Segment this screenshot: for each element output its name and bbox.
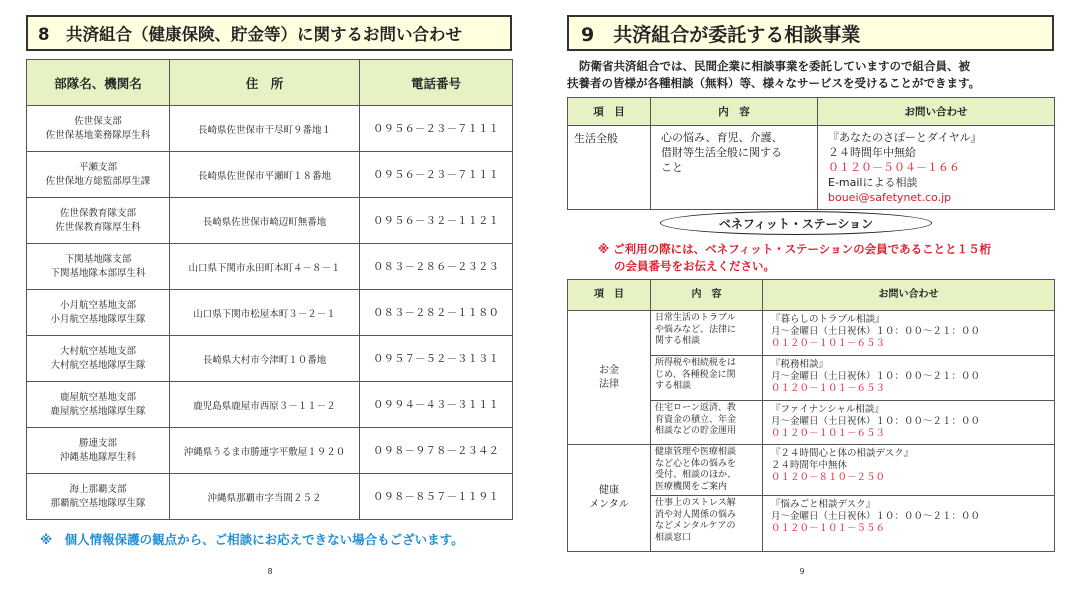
address-cell: 長崎県佐世保市干尽町９番地１ <box>170 106 360 152</box>
table-row <box>27 198 513 244</box>
address-cell: 沖縄県那覇市字当間２５２ <box>170 474 360 520</box>
benefit-consult-table <box>567 279 1055 552</box>
content-cell <box>651 496 763 552</box>
header-phone: 電話番号 <box>360 60 513 106</box>
contact-cell <box>763 311 1055 356</box>
contact-name: 『暮らしのトラブル相談』 <box>771 314 885 325</box>
t1-contact-name: 『あなたのさぽーとダイヤル』 <box>828 131 982 144</box>
t1-contact-email[interactable]: bouei@safetynet.co.jp <box>828 191 952 204</box>
section-8-title: 8 共済組合（健康保険、貯金等）に関するお問い合わせ <box>26 15 512 51</box>
unit-name-cell <box>27 198 170 244</box>
unit-name-cell <box>27 290 170 336</box>
phone-cell: ０９５６－２３－７１１１ <box>360 106 513 152</box>
table-row <box>568 311 1055 356</box>
content-line: 消や対人関係の悩み <box>655 509 737 520</box>
address-cell: 長崎県大村市今津町１０番地 <box>170 336 360 382</box>
table-row <box>27 382 513 428</box>
content-line: などメンタルケアの <box>655 521 736 531</box>
category-line: 法律 <box>599 378 619 390</box>
t1-contact-hours: ２４時間年中無給 <box>828 146 916 159</box>
contact-cell <box>763 401 1055 445</box>
content-line: 仕事上のストレス解 <box>655 498 736 508</box>
content-line: 相談窓口 <box>655 532 692 543</box>
content-line: や悩みなど、法律に <box>655 324 737 335</box>
t1-content-line: こと <box>661 161 683 174</box>
t1-content-line: 借財等生活全般に関する <box>661 146 782 159</box>
address-cell: 長崎県佐世保市平瀬町１８番地 <box>170 152 360 198</box>
unit-name-cell <box>27 152 170 198</box>
contact-phone: ０１２０－８１０－２５０ <box>771 472 886 483</box>
t1-content-line: 心の悩み、育児、介護、 <box>661 131 783 144</box>
content-line: じめ、各種税金に関 <box>655 369 736 380</box>
phone-cell: ０８３－２８６－２３２３ <box>360 244 513 290</box>
address-cell: 山口県下関市松屋本町３－２－１ <box>170 290 360 336</box>
unit-name-line: 下関基地隊本部厚生科 <box>50 267 146 279</box>
intro-text <box>567 58 1057 92</box>
unit-name-line: 大村航空基地支部 <box>59 345 136 357</box>
content-cell <box>651 401 763 445</box>
content-cell <box>651 311 763 356</box>
warning-line-1: ※ ご利用の際には、ベネフィット・ステーションの会員であることと１５桁 <box>598 242 992 256</box>
unit-name-line: 鹿屋航空基地隊厚生隊 <box>50 405 146 417</box>
address-cell: 鹿児島県鹿屋市西原３－１１－２ <box>170 382 360 428</box>
warning-line-2: の会員番号をお伝えください。 <box>614 259 775 273</box>
intro-line-1: 防衛省共済組合では、民間企業に相談事業を委託していますので組合員、被 <box>579 59 970 73</box>
benefit-station-label: ベネフィット・ステーション <box>660 211 932 235</box>
content-cell <box>651 445 763 496</box>
t1-contact <box>818 126 1055 210</box>
category-cell <box>568 311 651 445</box>
content-line: 関する相談 <box>655 336 701 346</box>
content-line: する相談 <box>655 381 692 391</box>
contact-hours: ２４時間年中無休 <box>771 460 848 471</box>
unit-name-line: 平瀬支部 <box>78 161 117 173</box>
phone-cell: ０９８－８５７－１１９１ <box>360 474 513 520</box>
unit-name-line: 鹿屋航空基地支部 <box>59 391 136 403</box>
content-cell <box>651 356 763 401</box>
t1-item: 生活全般 <box>568 126 651 210</box>
unit-name-line: 小月航空基地隊厚生隊 <box>50 313 146 325</box>
phone-cell: ０９５７－５２－３１３１ <box>360 336 513 382</box>
category-line: 健康 <box>599 485 619 496</box>
t1-header-contact: お問い合わせ <box>818 98 1055 126</box>
unit-name-line: 大村航空基地隊厚生隊 <box>50 359 146 371</box>
content-line: 育資金の積立、年金 <box>655 414 737 425</box>
unit-name-cell <box>27 106 170 152</box>
page-number-9: 9 <box>799 567 805 576</box>
contact-name: 『悩みごと相談デスク』 <box>771 499 876 510</box>
page-number-8: 8 <box>267 567 273 576</box>
unit-name-line: 勝連支部 <box>78 437 117 449</box>
phone-cell: ０９５６－３２－１１２１ <box>360 198 513 244</box>
contact-phone: ０１２０－１０１－６５３ <box>771 338 886 349</box>
table-row <box>27 336 513 382</box>
t1-header-item: 項 目 <box>568 98 651 126</box>
t1-header-content: 内 容 <box>651 98 818 126</box>
unit-name-line: 沖縄基地隊厚生科 <box>59 451 136 463</box>
contact-cell <box>763 356 1055 401</box>
contact-name: 『税務相談』 <box>771 359 829 370</box>
content-line: 医療機関をご案内 <box>655 481 728 492</box>
address-cell: 沖縄県うるま市勝連字平敷屋１９２０ <box>170 428 360 474</box>
unit-name-line: 佐世保支部 <box>74 115 122 127</box>
privacy-note: ※ 個人情報保護の観点から、ご相談にお応えできない場合もございます。 <box>40 532 464 547</box>
header-address: 住 所 <box>170 60 360 106</box>
unit-name-line: 小月航空基地支部 <box>59 299 136 311</box>
unit-name-line: 那覇航空基地隊厚生隊 <box>50 497 146 509</box>
contact-phone: ０１２０－１０１－５５６ <box>771 523 886 534</box>
content-line: など心と体の悩みを <box>655 458 737 469</box>
unit-name-line: 海上那覇支部 <box>69 483 127 495</box>
t2-header-item: 項 目 <box>568 280 651 311</box>
unit-name-cell <box>27 244 170 290</box>
content-line: 健康管理や医療相談 <box>655 447 737 457</box>
unit-name-cell <box>27 428 170 474</box>
general-consult-table <box>567 97 1055 210</box>
contact-hours: 月～金曜日（土日祝休）１０：００～２１：００ <box>771 416 981 427</box>
content-line: 受付、相談のほか、 <box>655 470 737 480</box>
category-line: メンタル <box>589 499 629 510</box>
content-line: 住宅ローン返済、教 <box>655 403 736 413</box>
table-row <box>27 152 513 198</box>
t2-header-content: 内 容 <box>651 280 763 311</box>
header-unit: 部隊名、機関名 <box>27 60 170 106</box>
table-row <box>27 474 513 520</box>
content-line: 所得税や相続税をは <box>655 358 737 368</box>
intro-line-2: 扶養者の皆様が各種相談（無料）等、様々なサービスを受けることができます。 <box>567 76 981 90</box>
table-row <box>27 244 513 290</box>
address-cell: 山口県下関市永田町本町４－８－１ <box>170 244 360 290</box>
section-9-title: 9 共済組合が委託する相談事業 <box>567 15 1054 51</box>
contact-phone: ０１２０－１０１－６５３ <box>771 383 886 394</box>
member-warning <box>598 241 1058 275</box>
address-cell: 長崎県佐世保市崎辺町無番地 <box>170 198 360 244</box>
unit-name-line: 佐世保教育隊支部 <box>59 207 136 219</box>
contact-phone: ０１２０－１０１－６５３ <box>771 428 886 439</box>
contact-hours: 月～金曜日（土日祝休）１０：００～２１：００ <box>771 371 981 382</box>
branch-contact-table <box>26 59 513 520</box>
content-line: 相談などの貯金運用 <box>655 426 737 436</box>
t1-contact-phone: ０１２０－５０４－１６６ <box>828 161 960 174</box>
category-line: お金 <box>599 364 619 376</box>
phone-cell: ０８３－２８２－１１８０ <box>360 290 513 336</box>
t1-contact-email-label: E-mailによる相談 <box>828 176 918 189</box>
unit-name-line: 下関基地隊支部 <box>64 253 132 265</box>
unit-name-line: 佐世保教育隊厚生科 <box>55 221 141 233</box>
table-row <box>568 445 1055 496</box>
t2-header-contact: お問い合わせ <box>763 280 1055 311</box>
t1-content <box>651 126 818 210</box>
contact-hours: 月～金曜日（土日祝休）１０：００～２１：００ <box>771 511 981 522</box>
unit-name-cell <box>27 474 170 520</box>
phone-cell: ０９８－９７８－２３４２ <box>360 428 513 474</box>
content-line: 日常生活のトラブル <box>655 313 736 323</box>
table-row <box>27 428 513 474</box>
phone-cell: ０９９４－４３－３１１１ <box>360 382 513 428</box>
contact-cell <box>763 496 1055 552</box>
unit-name-cell <box>27 336 170 382</box>
table-row <box>27 106 513 152</box>
category-cell <box>568 445 651 552</box>
contact-cell <box>763 445 1055 496</box>
unit-name-cell <box>27 382 170 428</box>
contact-name: 『２４時間心と体の相談デスク』 <box>771 448 914 459</box>
phone-cell: ０９５６－２３－７１１１ <box>360 152 513 198</box>
unit-name-line: 佐世保基地業務隊厚生科 <box>45 129 151 141</box>
table-row <box>27 290 513 336</box>
unit-name-line: 佐世保地方総監部厚生課 <box>45 175 151 187</box>
contact-name: 『ファイナンシャル相談』 <box>771 404 884 415</box>
contact-hours: 月～金曜日（土日祝休）１０：００～２１：００ <box>771 326 981 337</box>
